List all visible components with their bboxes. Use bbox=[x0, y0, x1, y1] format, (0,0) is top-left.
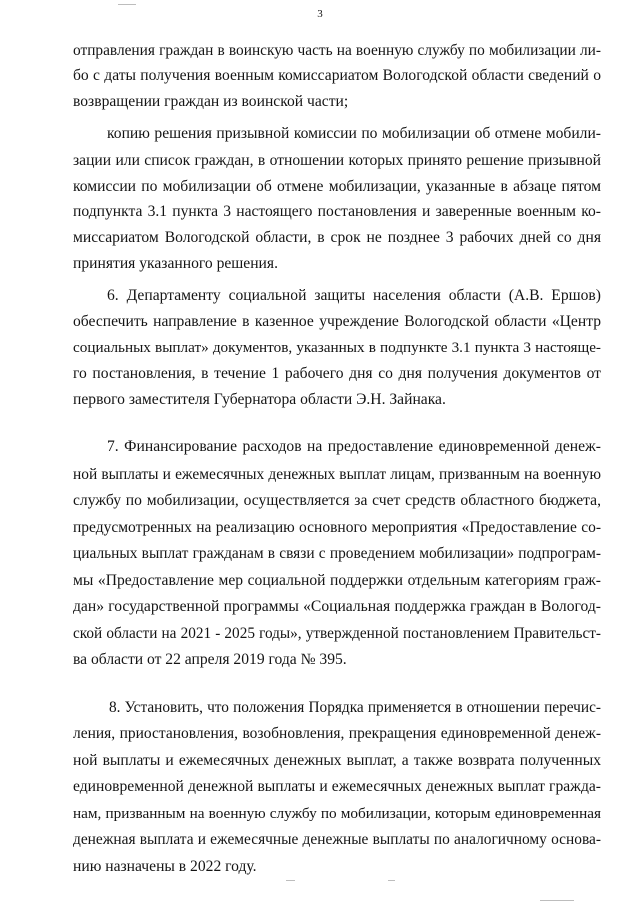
scan-speck bbox=[388, 880, 395, 881]
text-line: единовременной денежной выплаты и ежемесячных денежных выплат гражда- bbox=[73, 778, 601, 795]
text-line: возвращении граждан из воинской части; bbox=[73, 93, 349, 110]
text-line: первого заместителя Губернатора области Э.Н. Зайнака. bbox=[73, 391, 446, 408]
text-line: подпункта 3.1 пункта 3 настоящего постановления и заверенные военным ко- bbox=[73, 203, 601, 220]
text-line: циальных выплат гражданам в связи с проведением мобилизации» подпрограм- bbox=[73, 545, 601, 562]
text-line: миссариатом Вологодской области, в срок не позднее 3 рабочих дней со дня bbox=[73, 229, 601, 246]
text-line: зации или список граждан, в отношении которых принято решение призывной bbox=[73, 152, 601, 169]
text-line: обеспечить направление в казенное учреждение Вологодской области «Центр bbox=[73, 313, 601, 330]
text-line: 7. Финансирование расходов на предоставление единовременной денеж- bbox=[107, 438, 601, 455]
page-number: 3 bbox=[317, 8, 323, 20]
text-line: предусмотренных на реализацию основного мероприятия «Предоставление со- bbox=[73, 519, 601, 536]
text-line: 6. Департаменту социальной защиты населения области (А.В. Ершов) bbox=[107, 287, 601, 304]
text-line: ной выплаты и ежемесячных денежных выплат, а также возврата полученных bbox=[73, 752, 601, 769]
text-line: службу по мобилизации, осуществляется за счет средств областного бюджета, bbox=[73, 492, 601, 509]
text-line: принятия указанного решения. bbox=[73, 255, 278, 272]
text-line: отправления граждан в воинскую часть на военную службу по мобилизации ли- bbox=[73, 42, 601, 59]
text-line: ской области на 2021 - 2025 годы», утвержденной постановлением Правительст- bbox=[73, 625, 601, 642]
text-line: денежная выплата и ежемесячные денежные выплаты по аналогичному основа- bbox=[73, 831, 601, 848]
text-line: го постановления, в течение 1 рабочего дня со дня получения документов от bbox=[73, 365, 601, 382]
text-line: социальных выплат» документов, указанных в подпункте 3.1 пункта 3 настояще- bbox=[73, 339, 601, 356]
text-line: копию решения призывной комиссии по мобилизации об отмене мобили- bbox=[107, 125, 601, 142]
text-line: нам, призванным на военную службу по мобилизации, которым единовременная bbox=[73, 805, 601, 822]
text-line: нию назначены в 2022 году. bbox=[73, 858, 257, 875]
text-line: ления, приостановления, возобновления, прекращения единовременной денеж- bbox=[73, 725, 601, 742]
text-line: дан» государственной программы «Социальная поддержка граждан в Вологод- bbox=[73, 598, 601, 615]
text-line: ва области от 22 апреля 2019 года № 395. bbox=[73, 651, 347, 668]
text-line: мы «Предоставление мер социальной поддержки отдельным категориям граж- bbox=[73, 572, 601, 589]
text-line: бо с даты получения военным комиссариатом Вологодской области сведений о bbox=[73, 67, 601, 84]
scan-speck bbox=[540, 900, 574, 901]
scan-speck bbox=[286, 880, 295, 881]
text-line: комиссии по мобилизации об отмене мобилизации, указанные в абзаце пятом bbox=[73, 178, 601, 195]
text-line: ной выплаты и ежемесячных денежных выплат лицам, призванным на военную bbox=[73, 466, 601, 483]
text-line: 8. Установить, что положения Порядка применяется в отношении перечис- bbox=[109, 699, 601, 716]
scan-speck bbox=[118, 4, 136, 5]
